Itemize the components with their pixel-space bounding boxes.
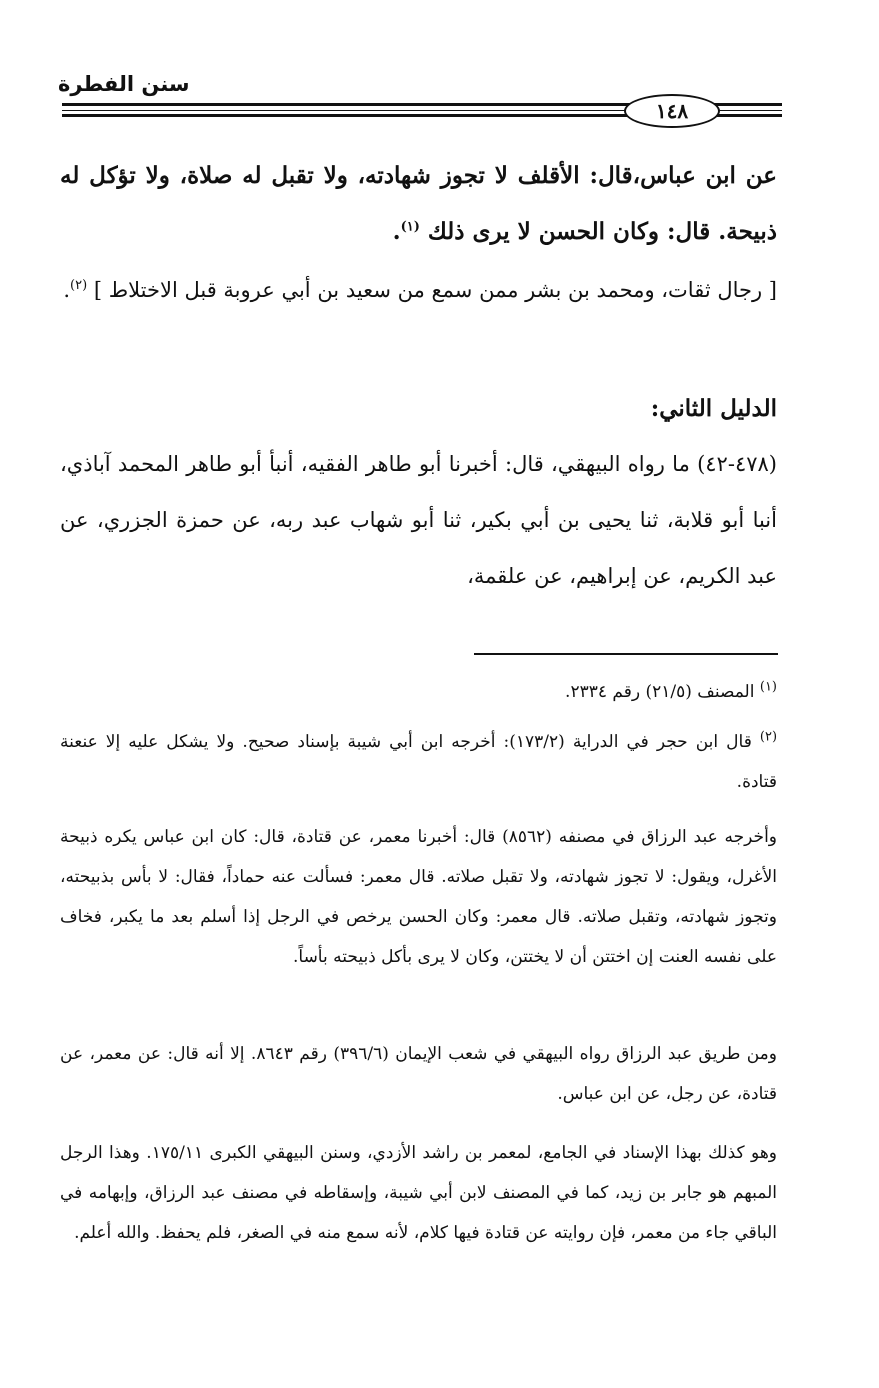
footnote-2-continued-a: وأخرجه عبد الرزاق في مصنفه (٨٥٦٢) قال: أخبرنا معمر، عن قتادة، قال: كان ابن عباس يكره ذبيحة الأغرل، ويقول: لا تجوز شهادته، ولا تقبل صلاته. قال معمر: فسألت عنه حماداً، فقال: لا بأس بذبيحته، وتجوز شهادته، وتقبل صلاته. قال معمر: وكان الحسن يرخص في الرجل إذا أسلم بعد ما يكبر، فخاف على نفسه العنت إن اختتن أن لا يختتن، وكان لا يرى بأكل ذبيحته بأساً. bbox=[60, 827, 777, 967]
section-heading: الدليل الثاني: bbox=[650, 395, 777, 422]
footnote-ref-1: (١) bbox=[400, 219, 420, 235]
body-paragraph-2-end: . bbox=[63, 278, 71, 302]
footnote-1-marker: (١) bbox=[759, 679, 777, 695]
footnote-2 bbox=[60, 722, 777, 802]
footnote-1-text: المصنف (٢١/٥) رقم ٢٣٣٤. bbox=[565, 682, 755, 702]
running-header-title: سنن الفطرة bbox=[58, 72, 190, 96]
body-paragraph-3: (٤٧٨-٤٢) ما رواه البيهقي، قال: أخبرنا أبو طاهر الفقيه، أنبأ أبو طاهر المحمد آباذي، أنبا أبو قلابة، ثنا يحيى بن أبي بكير، ثنا أبو شهاب عبد ربه، عن حمزة الجزري، عن عبد الكريم، عن إبراهيم، عن علقمة، bbox=[60, 452, 777, 588]
footnote-ref-2: (٢) bbox=[70, 278, 88, 293]
body-paragraph-1-text: عن ابن عباس،قال: الأقلف لا تجوز شهادته، ولا تقبل له صلاة، ولا تؤكل له ذبيحة. قال: وكان الحسن لا يرى ذلك bbox=[60, 162, 777, 245]
footnote-2-continued-c: وهو كذلك بهذا الإسناد في الجامع، لمعمر بن راشد الأزدي، وسنن البيهقي الكبرى ١٧٥/١١. وهذا الرجل المبهم هو جابر بن زيد، كما في المصنف لابن أبي شيبة، وإسقاطه في مصنف عبد الرزاق، وإبهامه في الباقي جاء من معمر، فإن روايته عن قتادة فيها كلام، لأنه سمع منه في الصغر، فلم يحفظ. والله أعلم. bbox=[60, 1143, 778, 1243]
footnote-1 bbox=[60, 672, 777, 712]
footnote-2-text: قال ابن حجر في الدراية (١٧٣/٢): أخرجه ابن أبي شيبة بإسناد صحيح. ولا يشكل عليه إلا عنعنة قتادة. bbox=[60, 732, 777, 792]
page-number: ١٤٨ bbox=[624, 94, 720, 128]
body-paragraph-2 bbox=[60, 262, 777, 318]
footnote-2-continued-b: ومن طريق عبد الرزاق رواه البيهقي في شعب الإيمان (٣٩٦/٦) رقم ٨٦٤٣. إلا أنه قال: عن معمر، عن قتادة، عن رجل، عن ابن عباس. bbox=[60, 1044, 777, 1104]
body-paragraph-1-end: . bbox=[392, 218, 401, 245]
footnote-separator bbox=[474, 653, 778, 655]
body-paragraph-1 bbox=[60, 148, 777, 260]
body-paragraph-2-text: [ رجال ثقات، ومحمد بن بشر ممن سمع من سعيد بن أبي عروبة قبل الاختلاط ] bbox=[93, 278, 777, 302]
footnote-2-marker: (٢) bbox=[759, 729, 778, 745]
